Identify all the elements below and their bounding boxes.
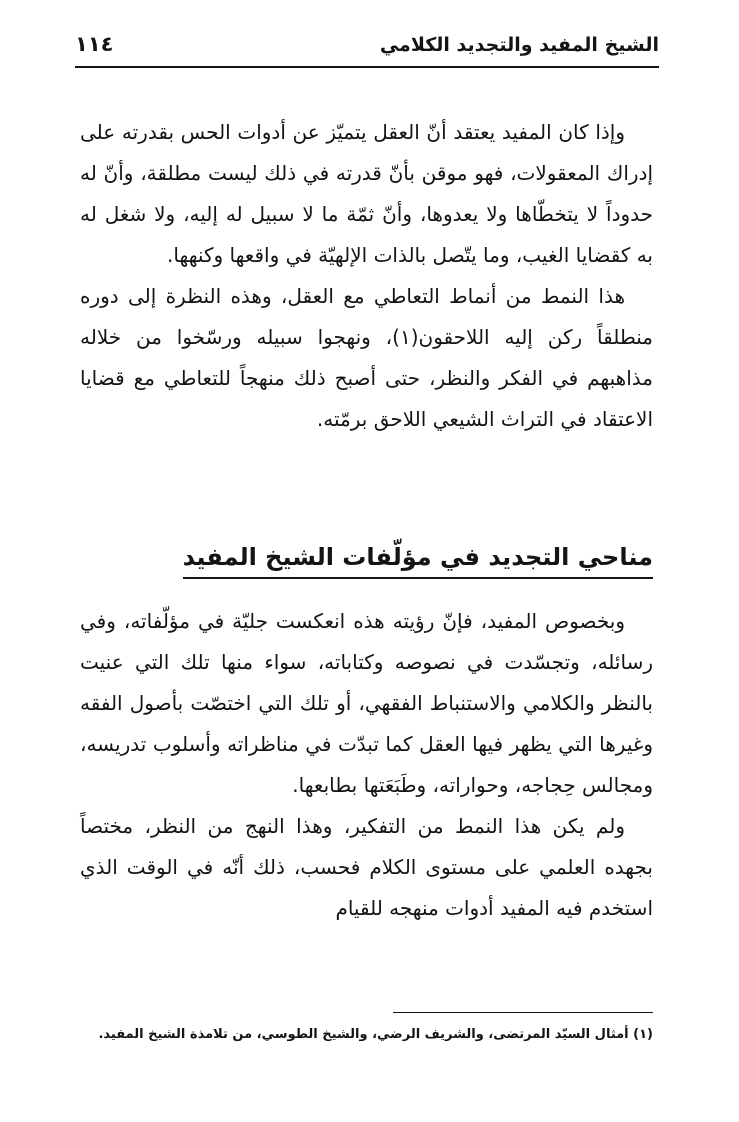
footnote-divider [393,1012,653,1013]
paragraph: وإذا كان المفيد يعتقد أنّ العقل يتميّز عن أدوات الحس بقدرته على إدراك المعقولات، فهو موقن بأنّ قدرته في ذلك ليست مطلقة، وأنّ له حدوداً لا يتخطّاها ولا يعدوها، وأنّ ثمّة ما لا سبيل له إليه، ولا شغل له به كقضايا الغيب، وما يتّصل بالذات الإلهيّة في واقعها وكنهها. [80,120,653,267]
running-header-title: الشيخ المفيد والتجديد الكلامي [379,34,659,56]
running-header [75,28,659,66]
body-text-top [80,112,653,440]
paragraph: ولم يكن هذا النمط من التفكير، وهذا النهج من النظر، مختصاً بجهده العلمي على مستوى الكلام فحسب، ذلك أنّه في الوقت الذي استخدم فيه المفيد أدوات منهجه للقيام [80,814,653,920]
header-divider [75,66,659,68]
paragraph: وبخصوص المفيد، فإنّ رؤيته هذه انعكست جليّة في مؤلّفاته، وفي رسائله، وتجسّدت في نصوصه وكتاباته، سواء منها تلك التي عنيت بالنظر والكلامي والاستنباط الفقهي، أو تلك التي اختصّت بأصول الفقه وغيرها التي يظهر فيها العقل كما تبدّت في مناظراته وأسلوب تدريسه، ومجالس حِجاجه، وحواراته، وطَبَعَتها بطابعها. [80,609,653,797]
section-heading: مناحي التجديد في مؤلّفات الشيخ المفيد [183,543,653,579]
footnote: (١) أمثال السيّد المرتضى، والشريف الرضي، والشيخ الطوسي، من تلامذة الشيخ المفيد. [98,1027,653,1042]
body-text-bottom [80,601,653,929]
paragraph: هذا النمط من أنماط التعاطي مع العقل، وهذه النظرة إلى دوره منطلقاً ركن إليه اللاحقون(١)، ونهجوا سبيله ورسّخوا من خلاله مذاهبهم في الفكر والنظر، حتى أصبح ذلك منهجاً للتعاطي مع قضايا الاعتقاد في التراث الشيعي اللاحق برمّته. [80,284,653,431]
page-number: ١١٤ [75,32,114,56]
